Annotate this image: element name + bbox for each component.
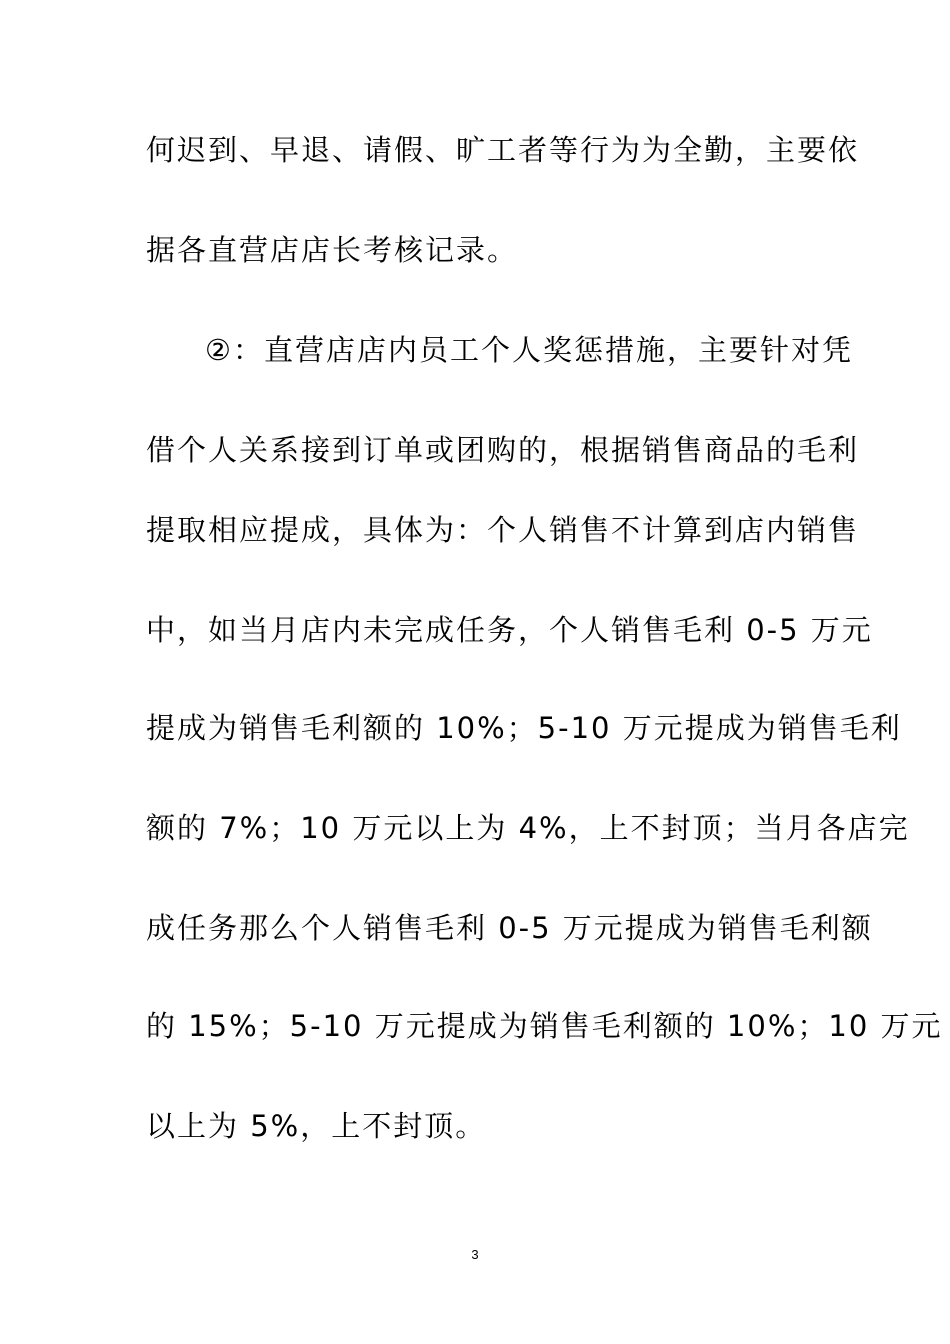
paragraph-line: 据各直营店店长考核记录。 [146, 233, 519, 267]
paragraph-line: 的 15%；5-10 万元提成为销售毛利额的 10%；10 万元 [146, 1009, 943, 1043]
paragraph-line: 以上为 5%，上不封顶。 [146, 1109, 487, 1143]
paragraph-line: 中，如当月店内未完成任务，个人销售毛利 0-5 万元 [146, 613, 873, 647]
paragraph-line: 借个人关系接到订单或团购的，根据销售商品的毛利 [146, 433, 860, 467]
paragraph-line: 成任务那么个人销售毛利 0-5 万元提成为销售毛利额 [146, 911, 873, 945]
paragraph-line: 提取相应提成，具体为：个人销售不计算到店内销售 [146, 513, 860, 547]
page-number: 3 [471, 1247, 479, 1262]
paragraph-line: 提成为销售毛利额的 10%；5-10 万元提成为销售毛利 [146, 711, 902, 745]
paragraph-line: 额的 7%；10 万元以上为 4%，上不封顶；当月各店完 [146, 811, 910, 845]
paragraph-line: 何迟到、早退、请假、旷工者等行为为全勤，主要依 [146, 133, 860, 167]
paragraph-line: ②：直营店店内员工个人奖惩措施，主要针对凭 [205, 333, 853, 367]
